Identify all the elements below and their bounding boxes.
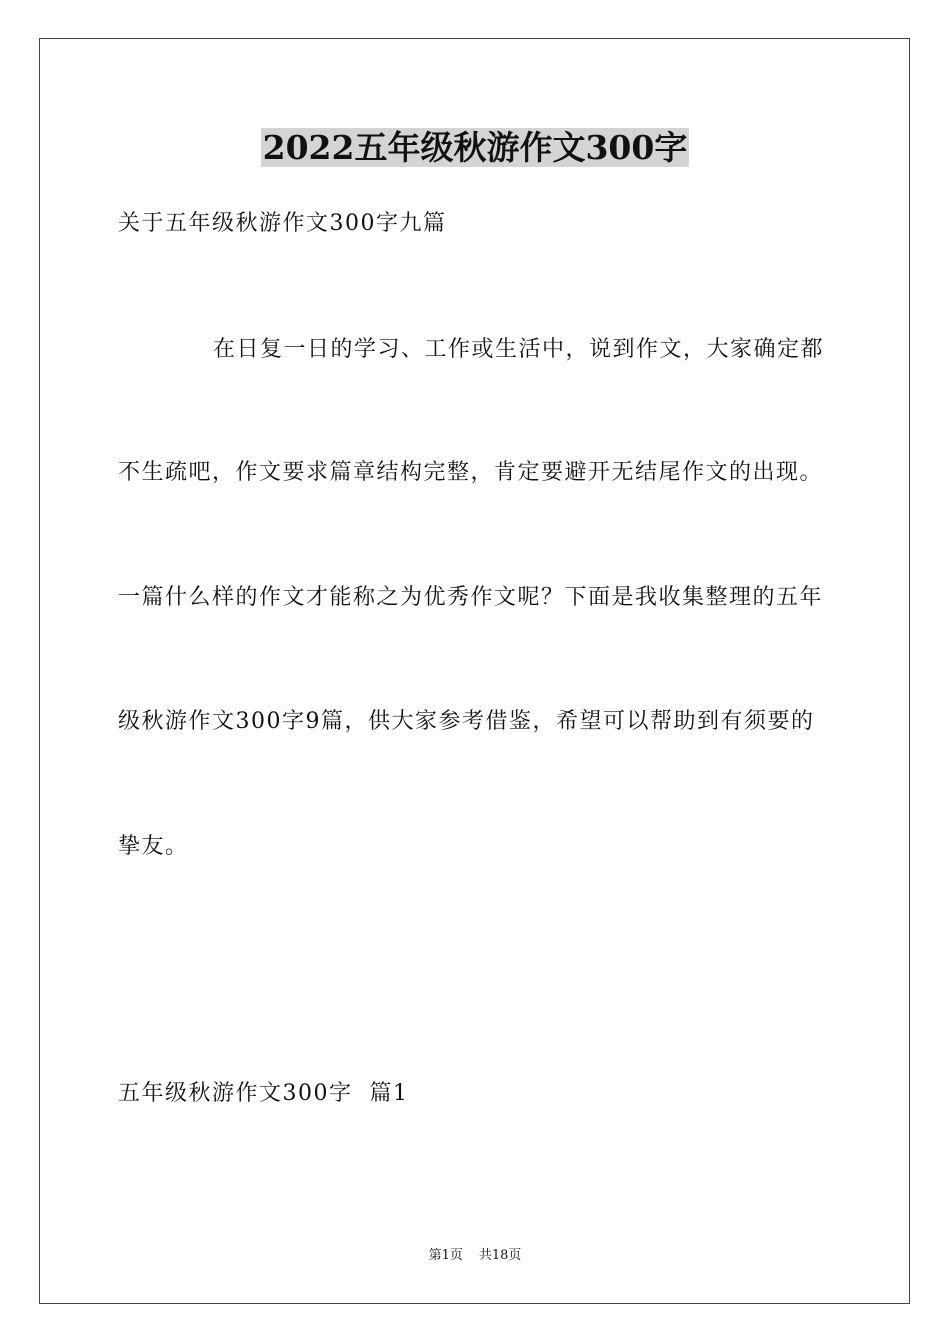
intro-line-2: 不生疏吧，作文要求篇章结构完整，肯定要避开无结尾作文的出现。 xyxy=(118,460,824,485)
intro-line-3: 一篇什么样的作文才能称之为优秀作文呢？下面是我收集整理的五年 xyxy=(118,585,824,610)
document-title xyxy=(0,123,950,173)
intro-line-4: 级秋游作文300字9篇，供大家参考借鉴，希望可以帮助到有须要的 xyxy=(118,709,815,734)
document-title-text: 2022五年级秋游作文300字 xyxy=(262,128,688,167)
document-subtitle: 关于五年级秋游作文300字九篇 xyxy=(118,211,447,236)
page-footer xyxy=(0,1247,950,1265)
page-number: 第1页 xyxy=(428,1248,463,1263)
intro-line-1: 在日复一日的学习、工作或生活中，说到作文，大家确定都 xyxy=(213,337,825,362)
page-total: 共18页 xyxy=(478,1248,522,1263)
intro-line-5: 挚友。 xyxy=(118,834,189,859)
section-heading: 五年级秋游作文300字 篇1 xyxy=(118,1081,409,1106)
